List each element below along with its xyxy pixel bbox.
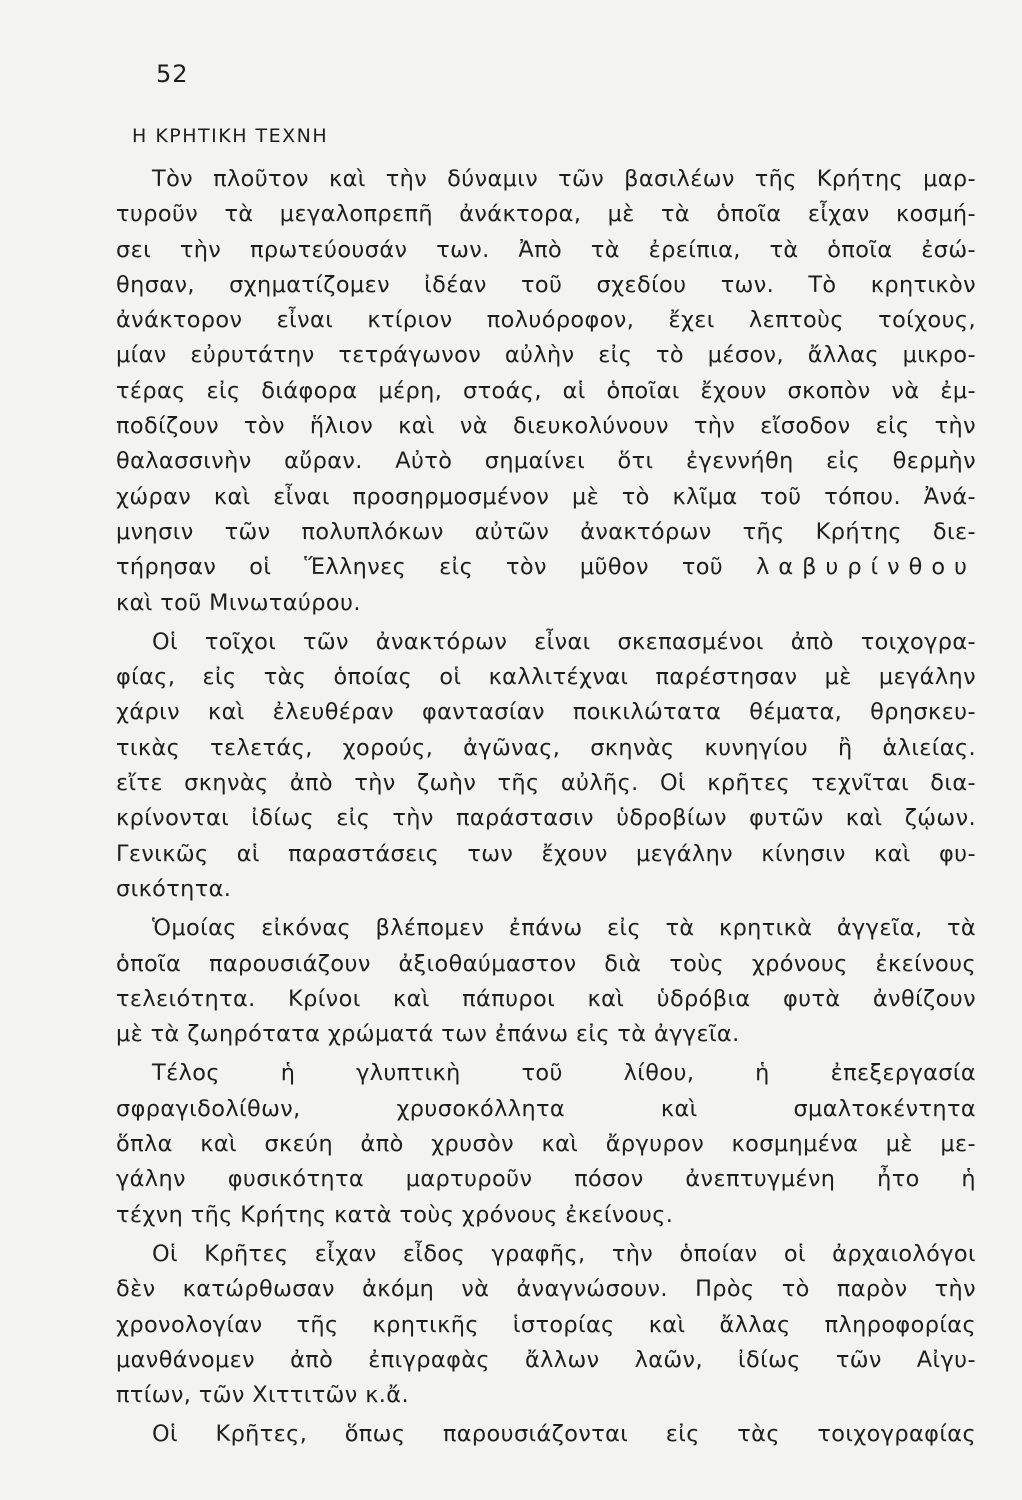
text-fragment: τήρησαν οἱ Ἕλληνες εἰς τὸν μῦθον τοῦ	[116, 554, 724, 581]
text-line: θησαν, σχηματίζομεν ἰδέαν τοῦ σχεδίου των. Τὸ κρητικὸν	[116, 271, 976, 298]
text-line: ἀνάκτορον εἶναι κτίριον πολυόροφον, ἔχει λεπτοὺς τοίχους,	[116, 307, 976, 334]
text-line: σικότητα.	[116, 875, 232, 902]
text-line: θαλασσινὴν αὔραν. Αὐτὸ σημαίνει ὅτι ἐγεννήθη εἰς θερμὴν	[116, 448, 976, 475]
text-line: Οἱ Κρῆτες εἶχαν εἶδος γραφῆς, τὴν ὁποίαν οἱ ἀρχαιολόγοι	[152, 1240, 976, 1267]
paragraph-6	[116, 1417, 976, 1452]
text-line: ὁποῖα παρουσιάζουν ἀξιοθαύμαστον διὰ τοὺς χρόνους ἐκείνους	[116, 950, 976, 977]
text-line: σφραγιδολίθων, χρυσοκόλλητα καὶ σμαλτοκέντητα	[116, 1095, 976, 1122]
text-line: μανθάνομεν ἀπὸ ἐπιγραφὰς ἄλλων λαῶν, ἰδίως τῶν Αἰγυ-	[116, 1346, 976, 1373]
text-line: Οἱ τοῖχοι τῶν ἀνακτόρων εἶναι σκεπασμένοι ἀπὸ τοιχογρα-	[152, 628, 976, 655]
text-line: εἴτε σκηνὰς ἀπὸ τὴν ζωὴν τῆς αὐλῆς. Οἱ κρῆτες τεχνῖται δια-	[116, 770, 976, 797]
text-line-with-emphasis	[116, 550, 976, 585]
text-line: μίαν εὐρυτάτην τετράγωνον αὐλὴν εἰς τὸ μέσον, ἄλλας μικρο-	[116, 342, 976, 369]
text-line: χρονολογίαν τῆς κρητικῆς ἱστορίας καὶ ἄλλας πληροφορίας	[116, 1311, 976, 1338]
running-head: Η ΚΡΗΤΙΚΗ ΤΕΧΝΗ	[132, 125, 329, 147]
text-line: τέρας εἰς διάφορα μέρη, στοάς, αἱ ὁποῖαι ἔχουν σκοπὸν νὰ ἐμ-	[116, 377, 976, 404]
text-line: τυροῦν τὰ μεγαλοπρεπῆ ἀνάκτορα, μὲ τὰ ὁποῖα εἶχαν κοσμή-	[116, 201, 976, 228]
text-line: μὲ τὰ ζωηρότατα χρώματά των ἐπάνω εἰς τὰ ἀγγεῖα.	[116, 1021, 740, 1048]
text-line: σει τὴν πρωτεύουσάν των. Ἀπὸ τὰ ἐρείπια, τὰ ὁποῖα ἐσώ-	[116, 236, 976, 263]
text-line: τικὰς τελετάς, χορούς, ἀγῶνας, σκηνὰς κυνηγίου ἢ ἁλιείας.	[116, 734, 976, 761]
paragraph-3	[116, 911, 976, 1052]
text-line: δὲν κατώρθωσαν ἀκόμη νὰ ἀναγνώσουν. Πρὸς τὸ παρὸν τὴν	[116, 1276, 976, 1303]
text-line: καὶ τοῦ Μινωταύρου.	[116, 589, 361, 616]
text-line: Γενικῶς αἱ παραστάσεις των ἔχουν μεγάλην κίνησιν καὶ φυ-	[116, 840, 976, 867]
spaced-emphasis-word: λαβυρίνθου	[756, 554, 976, 581]
text-line: πτίων, τῶν Χιττιτῶν κ.ἄ.	[116, 1382, 409, 1409]
paragraph-5	[116, 1237, 976, 1413]
text-line: γάλην φυσικότητα μαρτυροῦν πόσον ἀνεπτυγμένη ἦτο ἡ	[116, 1166, 976, 1193]
paragraph-4	[116, 1056, 976, 1232]
paragraph-2	[116, 625, 976, 907]
text-line: χάριν καὶ ἐλευθέραν φαντασίαν ποικιλώτατα θέματα, θρησκευ-	[116, 699, 976, 726]
text-line: ποδίζουν τὸν ἥλιον καὶ νὰ διευκολύνουν τὴν εἴσοδον εἰς τὴν	[116, 413, 976, 440]
text-line: τέχνη τῆς Κρήτης κατὰ τοὺς χρόνους ἐκείνους.	[116, 1201, 674, 1228]
page-number: 52	[156, 60, 189, 88]
text-line: Τὸν πλοῦτον καὶ τὴν δύναμιν τῶν βασιλέων τῆς Κρήτης μαρ-	[152, 166, 976, 192]
body-text	[116, 162, 976, 1453]
text-line: Οἱ Κρῆτες, ὅπως παρουσιάζονται εἰς τὰς τοιχογραφίας	[152, 1421, 976, 1448]
text-line: Τέλος ἡ γλυπτικὴ τοῦ λίθου, ἡ ἐπεξεργασία	[152, 1060, 976, 1087]
text-line: ὅπλα καὶ σκεύη ἀπὸ χρυσὸν καὶ ἄργυρον κοσμημένα μὲ με-	[116, 1131, 976, 1158]
text-line: τελειότητα. Κρίνοι καὶ πάπυροι καὶ ὑδρόβια φυτὰ ἀνθίζουν	[116, 985, 976, 1012]
paragraph-1	[116, 162, 976, 621]
text-line: κρίνονται ἰδίως εἰς τὴν παράστασιν ὑδροβίων φυτῶν καὶ ζῴων.	[116, 805, 976, 832]
text-line: μνησιν τῶν πολυπλόκων αὐτῶν ἀνακτόρων τῆς Κρήτης διε-	[116, 518, 976, 545]
text-line: φίας, εἰς τὰς ὁποίας οἱ καλλιτέχναι παρέστησαν μὲ μεγάλην	[116, 664, 976, 691]
text-line: Ὁμοίας εἰκόνας βλέπομεν ἐπάνω εἰς τὰ κρητικὰ ἀγγεῖα, τὰ	[152, 915, 976, 942]
text-line: χώραν καὶ εἶναι προσηρμοσμένον μὲ τὸ κλῖμα τοῦ τόπου. Ἀνά-	[116, 483, 976, 510]
